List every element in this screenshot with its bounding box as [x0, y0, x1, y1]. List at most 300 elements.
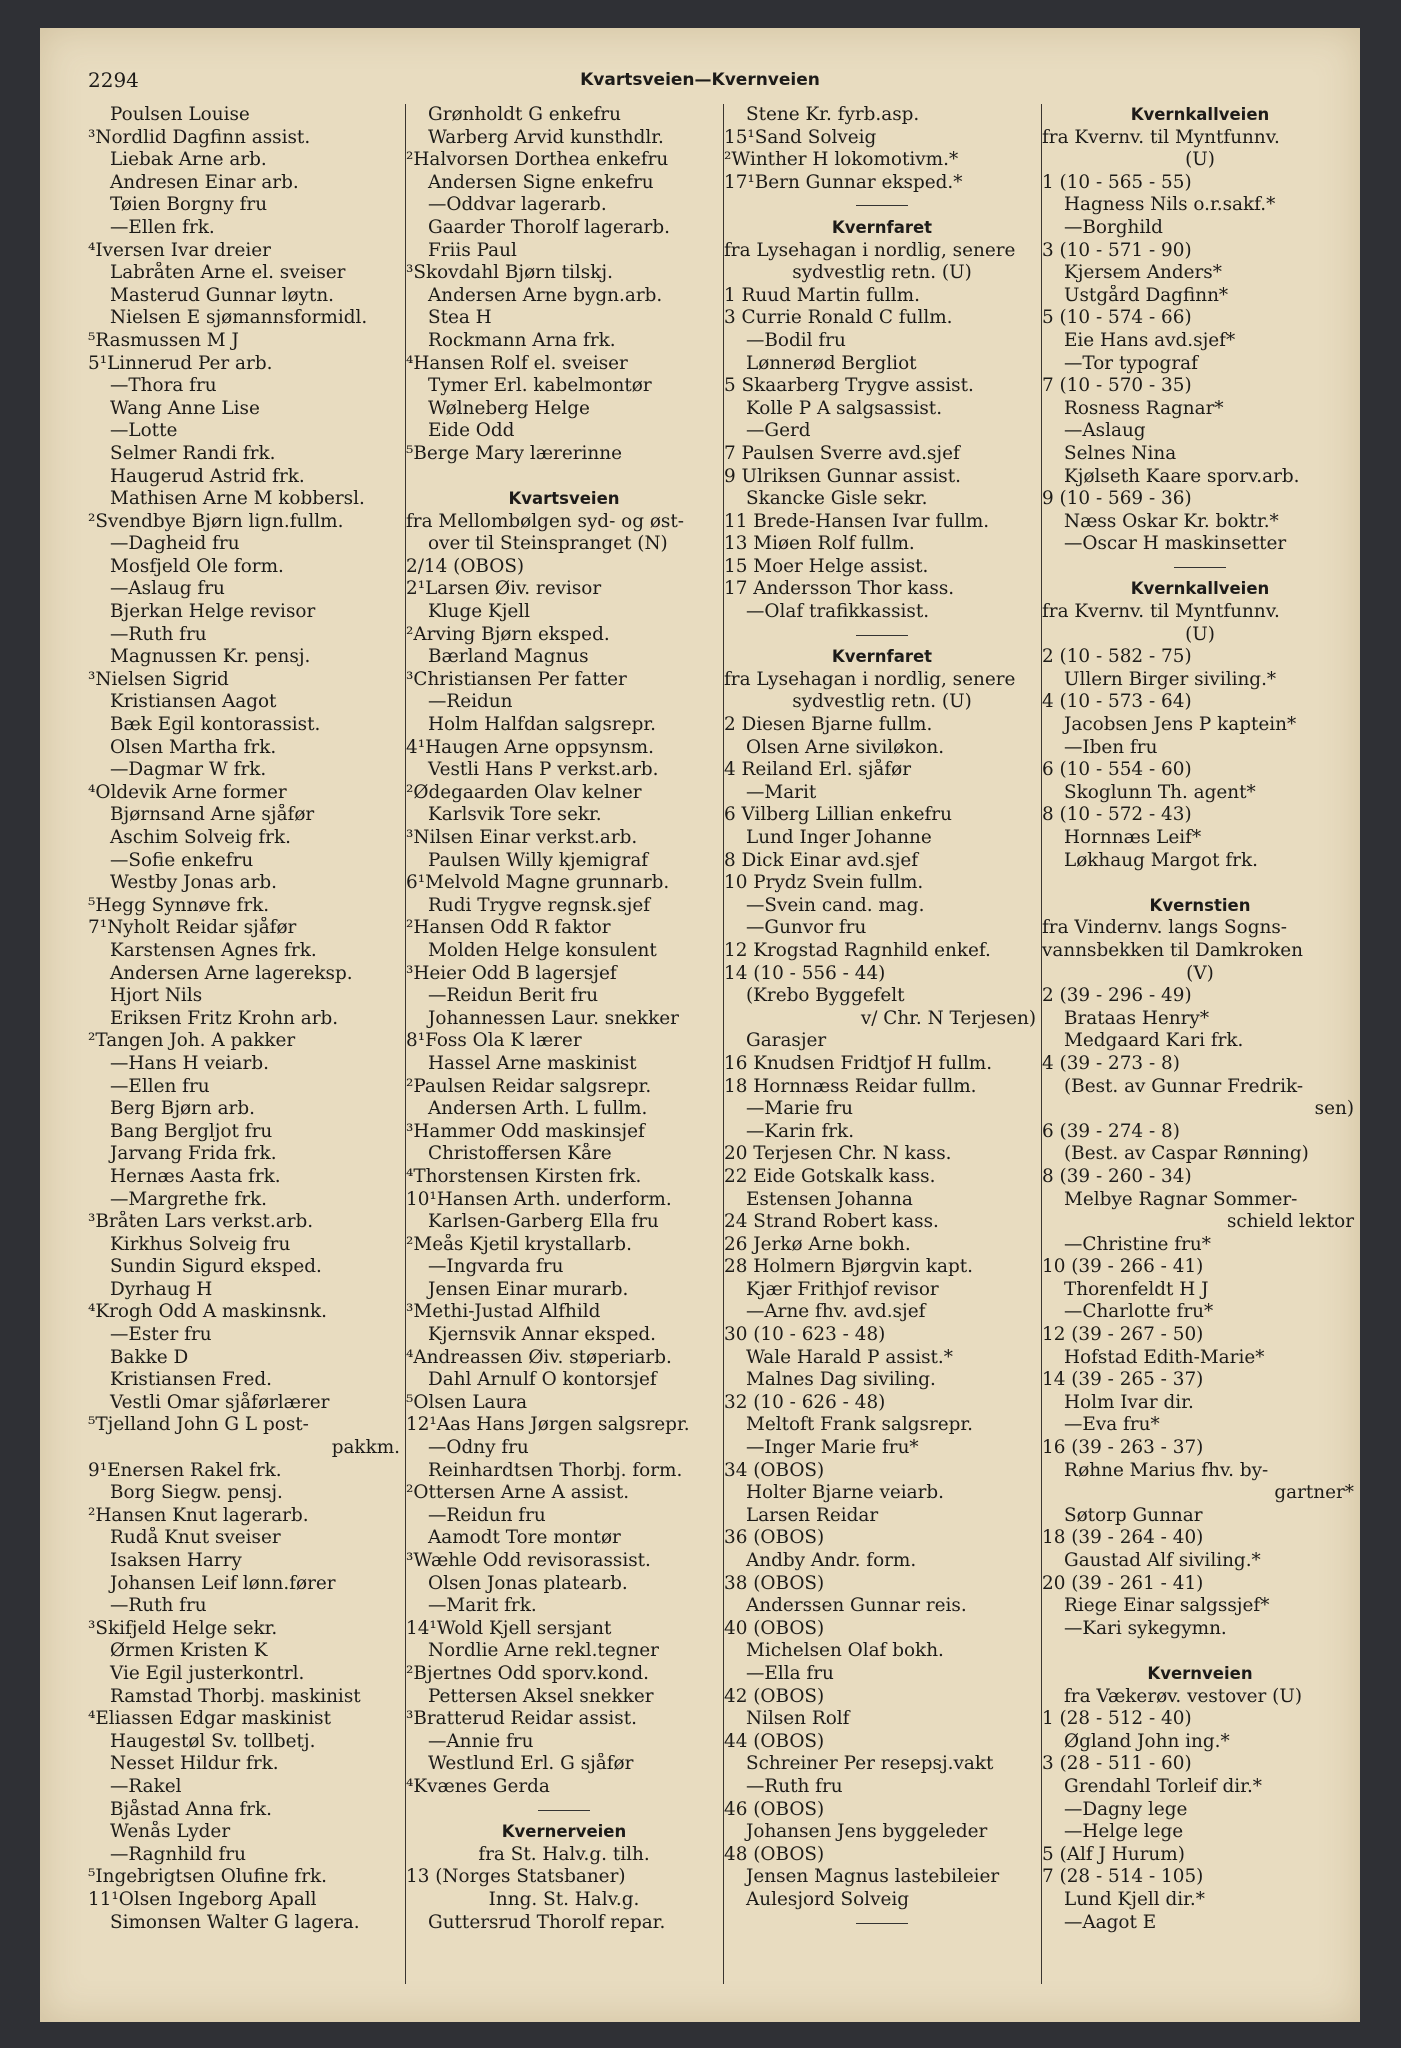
directory-line: Eie Hans avd.sjef* — [1064, 329, 1236, 351]
directory-line: Kjersem Anders* — [1064, 262, 1222, 284]
directory-line: ⁵Berge Mary lærerinne — [406, 442, 622, 464]
column-1 — [88, 104, 404, 1984]
directory-line: —Sofie enkefru — [110, 849, 254, 871]
directory-line: Riege Einar salgssjef* — [1064, 1595, 1270, 1617]
directory-line: 34 (OBOS) — [724, 1459, 825, 1481]
directory-line: Estensen Johanna — [746, 1188, 913, 1210]
directory-line: 4 (10 - 573 - 64) — [1042, 691, 1192, 713]
directory-line: Wang Anne Lise — [110, 397, 260, 419]
directory-line: Øgland John ing.* — [1064, 1730, 1230, 1752]
directory-line: —Lotte — [110, 420, 178, 442]
directory-line: ⁴Iversen Ivar dreier — [88, 239, 271, 261]
directory-line: ²Svendbye Bjørn lign.fullm. — [88, 510, 344, 532]
directory-line: Bang Bergljot fru — [110, 1120, 273, 1142]
directory-line: 7¹Nyholt Reidar sjåfør — [88, 917, 297, 939]
directory-line: 20 (39 - 261 - 41) — [1042, 1572, 1204, 1594]
directory-line: Simonsen Walter G lagera. — [110, 1911, 360, 1933]
directory-line: vannsbekken til Damkroken — [1042, 939, 1304, 961]
directory-line: 1 (10 - 565 - 55) — [1042, 171, 1192, 193]
directory-line: ³Methi-Justad Alfhild — [406, 1301, 601, 1323]
directory-line: Skoglunn Th. agent* — [1064, 781, 1256, 803]
directory-line: 2/14 (OBOS) — [406, 555, 525, 577]
directory-line: 11 Brede-Hansen Ivar fullm. — [724, 510, 990, 532]
directory-line: Dahl Arnulf O kontorsjef — [428, 1369, 657, 1391]
directory-line: Johannessen Laur. snekker — [428, 1007, 679, 1029]
directory-line: Næss Oskar Kr. boktr.* — [1064, 510, 1279, 532]
directory-line: 8 (39 - 260 - 34) — [1042, 1165, 1192, 1187]
directory-line: Wale Harald P assist.* — [746, 1346, 953, 1368]
directory-line: ³Heier Odd B lagersjef — [406, 962, 617, 984]
directory-line: Wølneberg Helge — [428, 397, 590, 419]
directory-line: ²Winther H lokomotivm.* — [724, 149, 959, 171]
directory-line: 14 (39 - 265 - 37) — [1042, 1369, 1204, 1391]
directory-line: —Reidun Berit fru — [428, 985, 599, 1007]
street-heading: Kvernstien — [1149, 895, 1251, 915]
directory-line: Lund Kjell dir.* — [1064, 1888, 1205, 1910]
directory-line: ⁴Eliassen Edgar maskinist — [88, 1708, 331, 1730]
directory-line: Kirkhus Solveig fru — [110, 1233, 291, 1255]
directory-line: 4¹Haugen Arne oppsynsm. — [406, 736, 654, 758]
directory-line: Gaarder Thorolf lagerarb. — [428, 216, 670, 238]
directory-line: 5 (Alf J Hurum) — [1042, 1843, 1185, 1865]
section-divider — [724, 624, 1040, 647]
directory-line: 22 Eide Gotskalk kass. — [724, 1165, 936, 1187]
directory-line: 10 Prydz Svein fullm. — [724, 872, 924, 894]
directory-line: ⁴Andreassen Øiv. støperiarb. — [406, 1346, 672, 1368]
directory-line: 28 Holmern Bjørgvin kapt. — [724, 1256, 973, 1278]
directory-line: Rockmann Arna frk. — [428, 329, 616, 351]
directory-line: Løkhaug Margot frk. — [1064, 849, 1258, 871]
directory-line: Jarvang Frida frk. — [110, 1143, 277, 1165]
directory-line: Rosness Ragnar* — [1064, 397, 1224, 419]
directory-line: —Reidun fru — [428, 1504, 546, 1526]
directory-line: Skancke Gisle sekr. — [746, 488, 928, 510]
directory-line: ²Meås Kjetil krystallarb. — [406, 1233, 632, 1255]
directory-line: (Krebo Byggefelt — [746, 985, 905, 1007]
directory-line: fra Vindernv. langs Sogns- — [1042, 917, 1287, 939]
directory-line: 38 (OBOS) — [724, 1572, 825, 1594]
directory-line: Garasjer — [746, 1030, 827, 1052]
spacer — [406, 466, 722, 489]
directory-line: Malnes Dag siviling. — [746, 1369, 936, 1391]
directory-line: —Helge lege — [1064, 1821, 1184, 1843]
directory-line: 18 (39 - 264 - 40) — [1042, 1527, 1204, 1549]
directory-line: —Aagot E — [1064, 1911, 1157, 1933]
directory-line: ³Christiansen Per fatter — [406, 668, 627, 690]
page-title: Kvartsveien—Kvernveien — [580, 70, 820, 90]
directory-line: —Reidun — [428, 691, 513, 713]
directory-line: —Marit frk. — [428, 1595, 537, 1617]
street-heading: Kvernfaret — [831, 217, 933, 237]
directory-line: 26 Jerkø Arne bokh. — [724, 1233, 911, 1255]
directory-line: 6¹Melvold Magne grunnarb. — [406, 872, 670, 894]
directory-line: —Ingvarda fru — [428, 1256, 564, 1278]
directory-line: Sundin Sigurd eksped. — [110, 1256, 322, 1278]
directory-line: 7 Paulsen Sverre avd.sjef — [724, 442, 960, 464]
directory-line: Borg Siegw. pensj. — [110, 1482, 283, 1504]
directory-line: 48 (OBOS) — [724, 1843, 825, 1865]
section-divider — [1042, 556, 1358, 579]
directory-line: Bjerkan Helge revisor — [110, 601, 316, 623]
directory-line: ²Halvorsen Dorthea enkefru — [406, 149, 669, 171]
section-divider — [406, 1799, 722, 1822]
directory-line: 16 Knudsen Fridtjof H fullm. — [724, 1052, 993, 1074]
street-heading: Kvernkallveien — [1130, 105, 1270, 124]
directory-line: sen) — [1314, 1098, 1354, 1120]
directory-line: 18 Hornnæss Reidar fullm. — [724, 1075, 977, 1097]
directory-line: —Marit — [746, 781, 817, 803]
street-heading: Kvernerveien — [501, 1822, 627, 1842]
column-divider — [723, 104, 724, 1984]
directory-line: 9¹Enersen Rakel frk. — [88, 1459, 282, 1481]
directory-line: Eide Odd — [428, 420, 515, 442]
directory-line: over til Steinspranget (N) — [428, 533, 668, 555]
directory-line: Kjølseth Kaare sporv.arb. — [1064, 465, 1300, 487]
directory-line: 24 Strand Robert kass. — [724, 1211, 939, 1233]
directory-line: Stene Kr. fyrb.asp. — [746, 104, 920, 125]
directory-line: ³Nilsen Einar verkst.arb. — [406, 827, 638, 848]
spacer — [1042, 872, 1358, 895]
directory-line: —Kari sykegymn. — [1064, 1617, 1227, 1639]
directory-line: ³Nielsen Sigrid — [88, 668, 229, 690]
directory-line: Kjær Frithjof revisor — [746, 1278, 939, 1300]
directory-line: —Dagheid fru — [110, 533, 240, 555]
directory-line: Jensen Magnus lastebileier — [746, 1866, 1000, 1888]
directory-line: Michelsen Olaf bokh. — [746, 1640, 944, 1662]
directory-line: 36 (OBOS) — [724, 1527, 825, 1549]
directory-line: ⁵Olsen Laura — [406, 1391, 528, 1413]
directory-line: 32 (10 - 626 - 48) — [724, 1391, 886, 1413]
directory-line: Olsen Arne siviløkon. — [746, 736, 945, 758]
street-heading: Kvernkallveien — [1130, 579, 1270, 599]
directory-line: Nordlie Arne rekl.tegner — [428, 1640, 659, 1662]
directory-line: schield lektor — [1226, 1211, 1354, 1233]
directory-line: —Ellen fru — [110, 1075, 210, 1097]
directory-line: Gaustad Alf siviling.* — [1064, 1550, 1261, 1571]
street-heading: Kvernveien — [1147, 1663, 1253, 1683]
directory-line: Thorenfeldt H J — [1064, 1278, 1209, 1300]
street-heading: Kvartsveien — [508, 489, 620, 509]
directory-line: (U) — [1185, 623, 1215, 645]
directory-line: Westlund Erl. G sjåfør — [428, 1753, 634, 1775]
directory-line: ³Skovdahl Bjørn tilskj. — [406, 262, 613, 284]
directory-line: 6 (10 - 554 - 60) — [1042, 759, 1192, 781]
directory-line: ⁵Ingebrigtsen Olufine frk. — [88, 1866, 327, 1888]
directory-line: Vestli Hans P verkst.arb. — [428, 759, 659, 781]
directory-line: Selmer Randi frk. — [110, 442, 276, 464]
directory-line: Tymer Erl. kabelmontør — [428, 375, 652, 397]
directory-line: —Aslaug fru — [110, 578, 225, 600]
directory-line: (V) — [1186, 962, 1214, 984]
directory-line: Nesset Hildur frk. — [110, 1753, 279, 1775]
directory-line: Nielsen E sjømannsformidl. — [110, 307, 368, 329]
column-4 — [1042, 104, 1358, 1984]
directory-line: —Dagny lege — [1064, 1798, 1188, 1820]
directory-line: —Karin frk. — [746, 1120, 855, 1142]
directory-line: ²Ødegaarden Olav kelner — [406, 781, 642, 803]
directory-line: 12 Krogstad Ragnhild enkef. — [724, 939, 991, 961]
directory-line: ⁴Thorstensen Kirsten frk. — [406, 1165, 642, 1187]
directory-line: Kristiansen Aagot — [110, 691, 277, 713]
directory-line: —Olaf trafikkassist. — [746, 601, 930, 623]
directory-line: sydvestlig retn. (U) — [792, 691, 972, 713]
directory-line: Bæk Egil kontorassist. — [110, 714, 321, 736]
directory-line: 8¹Foss Ola K lærer — [406, 1030, 582, 1052]
directory-line: —Ruth fru — [110, 623, 207, 645]
directory-line: 17 Andersson Thor kass. — [724, 578, 955, 600]
directory-line: 8 (10 - 572 - 43) — [1042, 804, 1192, 826]
directory-line: Søtorp Gunnar — [1064, 1504, 1203, 1526]
directory-line: 12 (39 - 267 - 50) — [1042, 1324, 1204, 1346]
directory-line: Westby Jonas arb. — [110, 872, 278, 894]
directory-line: Anderssen Gunnar reis. — [746, 1595, 967, 1617]
directory-line: ²Bjertnes Odd sporv.kond. — [406, 1662, 649, 1684]
directory-line: ²Tangen Joh. A pakker — [88, 1030, 296, 1052]
directory-line: Kristiansen Fred. — [110, 1369, 272, 1391]
page-number: 2294 — [88, 68, 139, 92]
directory-line: 13 (Norges Statsbaner) — [406, 1866, 626, 1888]
directory-line: ²Hansen Knut lagerarb. — [88, 1504, 309, 1526]
directory-line: Hornnæs Leif* — [1064, 827, 1202, 848]
directory-line: Andersen Signe enkefru — [428, 171, 654, 193]
directory-line: Hernæs Aasta frk. — [110, 1165, 281, 1187]
directory-line: 15 Moer Helge assist. — [724, 555, 929, 577]
directory-line: gartner* — [1274, 1482, 1354, 1504]
directory-line: ²Paulsen Reidar salgsrepr. — [406, 1075, 652, 1097]
directory-line: 44 (OBOS) — [724, 1730, 825, 1752]
directory-line: 5 (10 - 574 - 66) — [1042, 307, 1192, 329]
directory-line: ²Hansen Odd R faktor — [406, 917, 611, 939]
directory-line: 14 (10 - 556 - 44) — [724, 962, 886, 984]
page-header — [40, 68, 1360, 102]
directory-line: Andersen Arth. L fullm. — [428, 1098, 648, 1120]
directory-line: 13 Miøen Rolf fullm. — [724, 533, 915, 555]
directory-line: 4 Reiland Erl. sjåfør — [724, 759, 912, 781]
directory-line: (U) — [1185, 149, 1215, 171]
spacer — [1042, 1640, 1358, 1663]
directory-line: —Aslaug — [1064, 420, 1146, 442]
directory-line: 5¹Linnerud Per arb. — [88, 352, 273, 374]
directory-line: 2 Diesen Bjarne fullm. — [724, 714, 933, 736]
directory-line: Grønholdt G enkefru — [428, 104, 621, 125]
directory-line: 10 (39 - 266 - 41) — [1042, 1256, 1204, 1278]
directory-line: Friis Paul — [428, 239, 517, 261]
directory-line: Andersen Arne bygn.arb. — [428, 284, 663, 306]
directory-line: 1 Ruud Martin fullm. — [724, 284, 920, 306]
directory-line: —Ruth fru — [110, 1595, 207, 1617]
directory-line: —Svein cand. mag. — [746, 894, 925, 916]
directory-line: Reinhardtsen Thorbj. form. — [428, 1459, 683, 1481]
directory-line: —Tor typograf — [1064, 352, 1198, 374]
directory-line: fra Vækerøv. vestover (U) — [1064, 1685, 1303, 1707]
directory-line: —Marie fru — [746, 1098, 854, 1120]
directory-line: Guttersrud Thorolf repar. — [428, 1911, 666, 1933]
directory-line: fra Lysehagan i nordlig, senere — [724, 668, 1016, 690]
directory-line: Andersen Arne lagereksp. — [110, 962, 353, 984]
directory-line: Brataas Henry* — [1064, 1007, 1210, 1029]
directory-line: Christoffersen Kåre — [428, 1143, 612, 1165]
directory-line: Karstensen Agnes frk. — [110, 939, 317, 961]
directory-line: —Bodil fru — [746, 329, 846, 351]
directory-line: Pettersen Aksel snekker — [428, 1685, 654, 1707]
directory-line: 6 Vilberg Lillian enkefru — [724, 804, 952, 826]
directory-line: —Ragnhild fru — [110, 1843, 246, 1865]
directory-line: Wenås Lyder — [110, 1821, 231, 1843]
directory-line: ⁴Hansen Rolf el. sveiser — [406, 352, 628, 374]
directory-line: Røhne Marius fhv. by- — [1064, 1459, 1269, 1481]
directory-line: Larsen Reidar — [746, 1504, 879, 1526]
directory-line: 2 (10 - 582 - 75) — [1042, 646, 1192, 668]
directory-line: —Oddvar lagerarb. — [428, 194, 607, 216]
directory-line: Rudi Trygve regnsk.sjef — [428, 894, 651, 916]
directory-line: Medgaard Kari frk. — [1064, 1030, 1244, 1052]
directory-line: Poulsen Louise — [110, 104, 250, 125]
directory-line: —Ruth fru — [746, 1775, 843, 1797]
directory-line: 7 (28 - 514 - 105) — [1042, 1866, 1204, 1888]
directory-line: —Eva fru* — [1064, 1414, 1160, 1436]
directory-line: —Charlotte fru* — [1064, 1301, 1214, 1323]
directory-line: Aulesjord Solveig — [746, 1888, 909, 1910]
directory-line: Hassel Arne maskinist — [428, 1052, 637, 1074]
directory-line: Melbye Ragnar Sommer- — [1064, 1188, 1298, 1210]
directory-line: Kluge Kjell — [428, 601, 531, 623]
directory-line: —Thora fru — [110, 375, 217, 397]
directory-line: 3 (10 - 571 - 90) — [1042, 239, 1192, 261]
directory-line: Mosfjeld Ole form. — [110, 555, 284, 577]
section-divider — [724, 1912, 1040, 1935]
directory-line: (Best. av Gunnar Fredrik- — [1064, 1075, 1304, 1097]
directory-line: Kjernsvik Annar eksped. — [428, 1324, 656, 1346]
directory-line: Jensen Einar murarb. — [428, 1278, 629, 1300]
directory-line: 17¹Bern Gunnar eksped.* — [724, 171, 963, 193]
directory-line: Nilsen Rolf — [746, 1708, 850, 1730]
directory-line: —Margrethe frk. — [110, 1188, 267, 1210]
directory-line: Bjørnsand Arne sjåfør — [110, 804, 315, 826]
directory-line: 40 (OBOS) — [724, 1617, 825, 1639]
column-divider — [1041, 104, 1042, 1984]
directory-line: fra Lysehagan i nordlig, senere — [724, 239, 1016, 261]
directory-line: Haugerud Astrid frk. — [110, 465, 305, 487]
directory-line: —Hans H veiarb. — [110, 1052, 269, 1074]
directory-line: Lund Inger Johanne — [746, 827, 932, 848]
directory-line: ³Bratterud Reidar assist. — [406, 1708, 637, 1730]
directory-line: Ustgård Dagfinn* — [1064, 284, 1229, 306]
directory-line: ⁴Krogh Odd A maskinsnk. — [88, 1301, 328, 1323]
directory-line: Ramstad Thorbj. maskinist — [110, 1685, 361, 1707]
directory-line: ³Nordlid Dagfinn assist. — [88, 126, 311, 148]
directory-line: Hofstad Edith-Marie* — [1064, 1346, 1265, 1368]
directory-line: v/ Chr. N Terjesen) — [860, 1007, 1036, 1029]
directory-line: 11¹Olsen Ingeborg Apall — [88, 1888, 317, 1910]
directory-line: Liebak Arne arb. — [110, 149, 267, 171]
directory-line: 20 Terjesen Chr. N kass. — [724, 1143, 952, 1165]
directory-line: Berg Bjørn arb. — [110, 1098, 255, 1120]
directory-line: —Dagmar W frk. — [110, 759, 267, 781]
directory-line: ³Hammer Odd maskinsjef — [406, 1120, 645, 1142]
directory-line: 7 (10 - 570 - 35) — [1042, 375, 1192, 397]
directory-line: Labråten Arne el. sveiser — [110, 262, 346, 284]
directory-line: Dyrhaug H — [110, 1278, 213, 1300]
directory-line: —Odny fru — [428, 1437, 529, 1459]
directory-line: Rudå Knut sveiser — [110, 1527, 281, 1549]
directory-line: Ullern Birger siviling.* — [1064, 668, 1277, 690]
directory-line: —Oscar H maskinsetter — [1064, 533, 1287, 555]
directory-line: ⁴Oldevik Arne former — [88, 781, 287, 803]
directory-line: Vie Egil justerkontrl. — [110, 1662, 305, 1684]
directory-line: Inng. St. Halv.g. — [488, 1888, 640, 1910]
directory-line: 6 (39 - 274 - 8) — [1042, 1120, 1180, 1142]
directory-line: Andresen Einar arb. — [110, 171, 299, 193]
directory-line: —Rakel — [110, 1775, 182, 1797]
directory-line: Bærland Magnus — [428, 646, 589, 668]
directory-line: 16 (39 - 263 - 37) — [1042, 1437, 1204, 1459]
directory-line: Tøien Borgny fru — [110, 194, 268, 216]
directory-line: 9 Ulriksen Gunnar assist. — [724, 465, 961, 487]
directory-line: Meltoft Frank salgsrepr. — [746, 1414, 974, 1436]
directory-line: 46 (OBOS) — [724, 1798, 825, 1820]
directory-line: ⁴Kvænes Gerda — [406, 1775, 550, 1797]
directory-line: ²Arving Bjørn eksped. — [406, 623, 610, 645]
directory-columns — [88, 104, 1358, 1994]
directory-line: 15¹Sand Solveig — [724, 126, 877, 148]
directory-line: Johansen Jens byggeleder — [746, 1821, 988, 1843]
directory-line: Aschim Solveig frk. — [110, 827, 291, 848]
directory-line: 14¹Wold Kjell sersjant — [406, 1617, 612, 1639]
directory-line: fra St. Halv.g. tilh. — [478, 1843, 650, 1865]
directory-line: fra Kvernv. til Myntfunnv. — [1042, 601, 1280, 623]
directory-line: Grendahl Torleif dir.* — [1064, 1775, 1262, 1797]
directory-line: —Inger Marie fru* — [746, 1437, 919, 1459]
directory-line: ³Wæhle Odd revisorassist. — [406, 1550, 651, 1571]
street-heading: Kvernfaret — [831, 647, 933, 667]
directory-line: Jacobsen Jens P kaptein* — [1064, 714, 1297, 736]
directory-line: Aamodt Tore montør — [428, 1527, 621, 1549]
directory-line: —Ella fru — [746, 1662, 834, 1684]
directory-line: ⁵Hegg Synnøve frk. — [88, 894, 270, 916]
directory-line: Bakke D — [110, 1346, 189, 1368]
directory-line: —Ester fru — [110, 1324, 212, 1346]
directory-line: Holter Bjarne veiarb. — [746, 1482, 944, 1504]
directory-line: Hjort Nils — [110, 985, 203, 1007]
directory-line: Molden Helge konsulent — [428, 939, 657, 961]
directory-line: —Annie fru — [428, 1730, 534, 1752]
directory-line: Stea H — [428, 307, 492, 329]
directory-page — [40, 28, 1360, 2022]
column-divider — [405, 104, 406, 1984]
directory-line: pakkm. — [331, 1437, 400, 1459]
directory-line: —Arne fhv. avd.sjef — [746, 1301, 926, 1323]
directory-line: Magnussen Kr. pensj. — [110, 646, 311, 668]
column-3 — [724, 104, 1040, 1984]
directory-line: Mathisen Arne M kobbersl. — [110, 488, 365, 510]
directory-line: Hagness Nils o.r.sakf.* — [1064, 194, 1276, 216]
directory-line: 3 (28 - 511 - 60) — [1042, 1753, 1192, 1775]
directory-line: 2 (39 - 296 - 49) — [1042, 985, 1192, 1007]
directory-line: ³Bråten Lars verkst.arb. — [88, 1211, 314, 1233]
directory-line: Masterud Gunnar løytn. — [110, 284, 335, 306]
directory-line: 9 (10 - 569 - 36) — [1042, 488, 1192, 510]
directory-line: 2¹Larsen Øiv. revisor — [406, 578, 602, 600]
directory-line: Isaksen Harry — [110, 1550, 242, 1571]
directory-line: Warberg Arvid kunsthdlr. — [428, 126, 664, 148]
directory-line: ⁵Tjelland John G L post- — [88, 1414, 309, 1436]
directory-line: sydvestlig retn. (U) — [792, 262, 972, 284]
directory-line: Karlsen-Garberg Ella fru — [428, 1211, 659, 1233]
directory-line: Olsen Martha frk. — [110, 736, 277, 758]
directory-line: fra Kvernv. til Myntfunnv. — [1042, 126, 1280, 148]
directory-line: 10¹Hansen Arth. underform. — [406, 1188, 672, 1210]
directory-line: Lønnerød Bergliot — [746, 352, 917, 374]
